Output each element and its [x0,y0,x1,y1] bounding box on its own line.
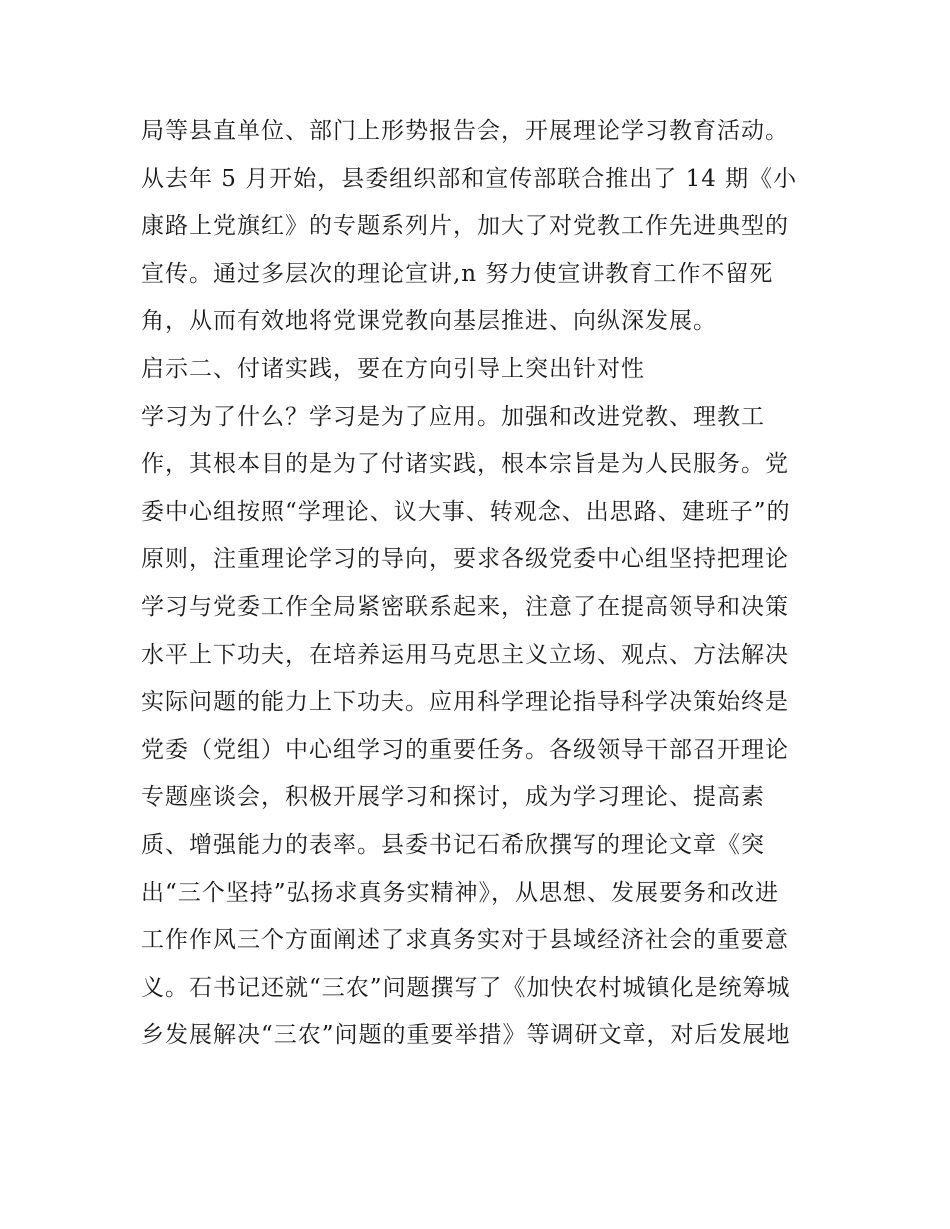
text-line: 义。石书记还就“三农”问题撰写了《加快农村城镇化是统筹城 [141,974,791,1001]
text-line: 专题座谈会，积极开展学习和探讨，成为学习理论、提高素 [141,784,765,811]
text-line: 学习与党委工作全局紧密联系起来，注意了在提高领导和决策 [141,593,789,620]
text-line: 水平上下功夫，在培养运用马克思主义立场、观点、方法解决 [141,641,789,668]
text-line: 从去年 5 月开始，县委组织部和宣传部联合推出了 14 期《小 [141,165,798,192]
body-text [141,108,831,1060]
text-line: 宣传。通过多层次的理论宣讲,n 努力使宣讲教育工作不留死 [141,260,774,287]
text-line: 乡发展解决“三农”问题的重要举措》等调研文章，对后发展地 [141,1022,791,1049]
text-line: 康路上党旗红》的专题系列片，加大了对党教工作先进典型的 [141,213,789,240]
text-line: 工作作风三个方面阐述了求真务实对于县域经济社会的重要意 [141,927,789,954]
text-line: 学习为了什么？学习是为了应用。加强和改进党教、理教工 [141,403,765,430]
text-line: 作，其根本目的是为了付诸实践，根本宗旨是为人民服务。党 [141,451,789,478]
text-line: 质、增强能力的表率。县委书记石希欣撰写的理论文章《突 [141,831,765,858]
text-line: 委中心组按照“学理论、议大事、转观念、出思路、建班子”的 [141,498,791,525]
text-line: 原则，注重理论学习的导向，要求各级党委中心组坚持把理论 [141,546,789,573]
text-line: 局等县直单位、部门上形势报告会，开展理论学习教育活动。 [141,118,789,144]
text-line: 角，从而有效地将党课党教向基层推进、向纵深发展。 [141,308,717,335]
text-line: 党委（党组）中心组学习的重要任务。各级领导干部召开理论 [141,736,789,763]
section-heading: 启示二、付诸实践，要在方向引导上突出针对性 [141,355,645,382]
text-line: 实际问题的能力上下功夫。应用科学理论指导科学决策始终是 [141,689,789,716]
text-line: 出“三个坚持”弘扬求真务实精神》，从思想、发展要务和改进 [141,879,780,906]
